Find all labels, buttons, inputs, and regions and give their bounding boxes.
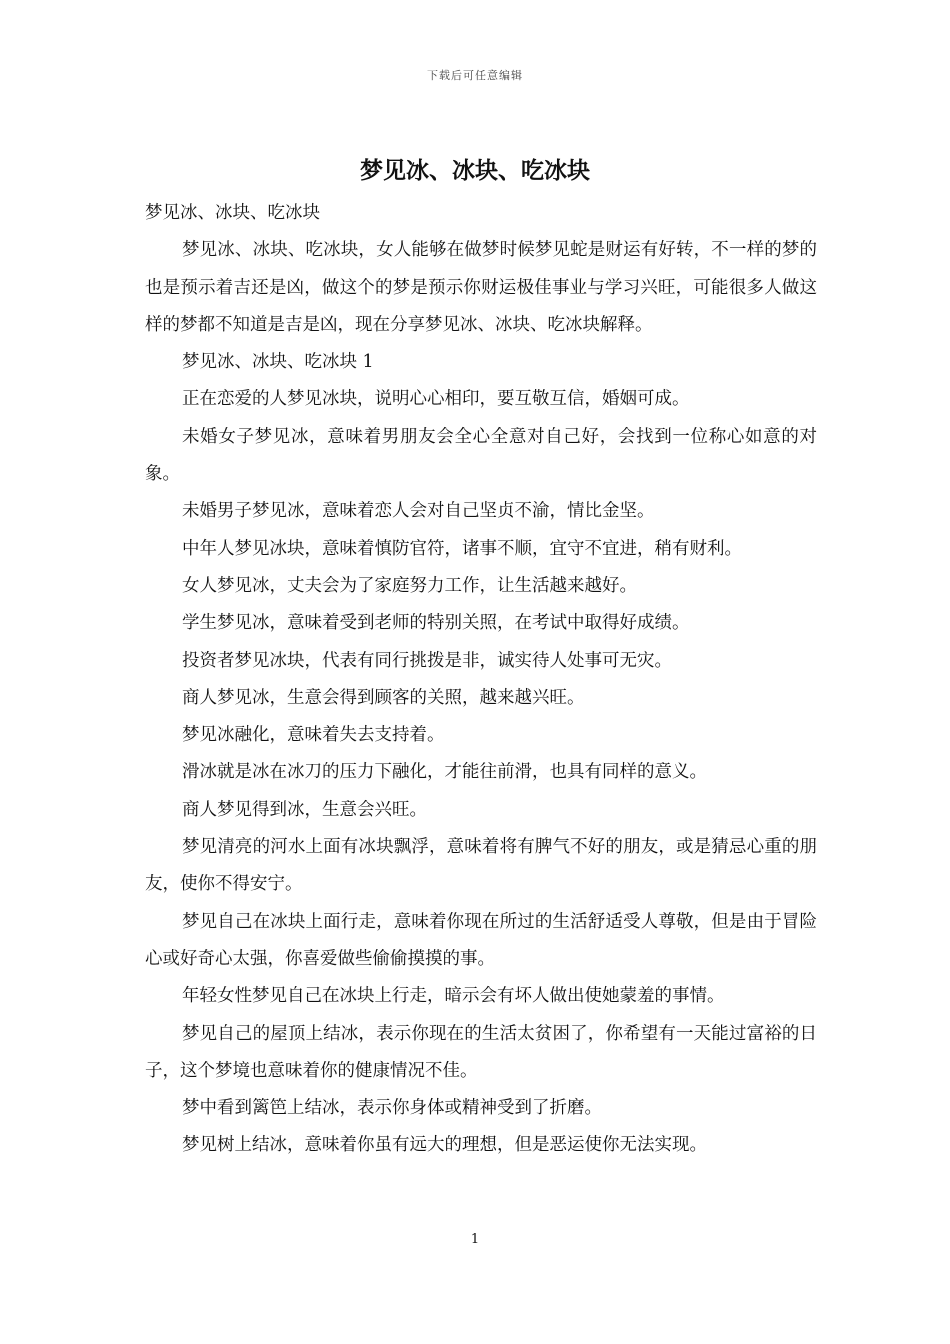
paragraph: 滑冰就是冰在冰刀的压力下融化，才能往前滑，也具有同样的意义。 (182, 762, 707, 783)
paragraph: 中年人梦见冰块，意味着慎防官符，诸事不顺，宜守不宜进，稍有财利。 (182, 538, 742, 559)
paragraph: 梦见树上结冰，意味着你虽有远大的理想，但是恶运使你无法实现。 (182, 1135, 707, 1156)
paragraph: 梦中看到篱笆上结冰，表示你身体或精神受到了折磨。 (182, 1098, 602, 1119)
paragraph: 梦见清亮的河水上面有冰块飘浮，意味着将有脾气不好的朋友，或是猜忌心重的朋友，使你不得安宁。 (145, 837, 817, 895)
document-title: 梦见冰、冰块、吃冰块 (360, 157, 590, 184)
paragraph: 商人梦见得到冰，生意会兴旺。 (182, 799, 427, 820)
paragraph: 未婚女子梦见冰，意味着男朋友会全心全意对自己好，会找到一位称心如意的对象。 (145, 426, 817, 485)
document-body (145, 195, 817, 1165)
paragraph: 学生梦见冰，意味着受到老师的特别关照，在考试中取得好成绩。 (182, 613, 690, 634)
paragraph: 梦见自己的屋顶上结冰，表示你现在的生活太贫困了，你希望有一天能过富裕的日子，这个梦境也意味着你的健康情况不佳。 (145, 1023, 817, 1081)
paragraph: 梦见冰融化，意味着失去支持着。 (182, 725, 445, 746)
page-number: 1 (470, 1232, 480, 1247)
paragraph: 正在恋爱的人梦见冰块，说明心心相印，要互敬互信，婚姻可成。 (182, 389, 690, 410)
paragraph: 未婚男子梦见冰，意味着恋人会对自己坚贞不渝，情比金坚。 (182, 501, 655, 522)
section-heading: 梦见冰、冰块、吃冰块 1 (182, 352, 374, 373)
paragraph: 商人梦见冰，生意会得到顾客的关照，越来越兴旺。 (182, 687, 585, 708)
paragraph: 梦见自己在冰块上面行走，意味着你现在所过的生活舒适受人尊敬，但是由于冒险心或好奇心太强，你喜爱做些偷偷摸摸的事。 (145, 911, 817, 969)
page-header-note: 下载后可任意编辑 (427, 69, 523, 82)
paragraph: 梦见冰、冰块、吃冰块 (145, 203, 320, 223)
paragraph: 梦见冰、冰块、吃冰块，女人能够在做梦时候梦见蛇是财运有好转，不一样的梦的也是预示着吉还是凶，做这个的梦是预示你财运极佳事业与学习兴旺，可能很多人做这样的梦都不知道是吉是凶，现在分享梦见冰、冰块、吃冰块解释。 (145, 240, 817, 335)
paragraph: 女人梦见冰，丈夫会为了家庭努力工作，让生活越来越好。 (182, 575, 637, 596)
paragraph: 投资者梦见冰块，代表有同行挑拨是非，诚实待人处事可无灾。 (182, 650, 672, 671)
paragraph: 年轻女性梦见自己在冰块上行走，暗示会有坏人做出使她蒙羞的事情。 (182, 986, 725, 1007)
